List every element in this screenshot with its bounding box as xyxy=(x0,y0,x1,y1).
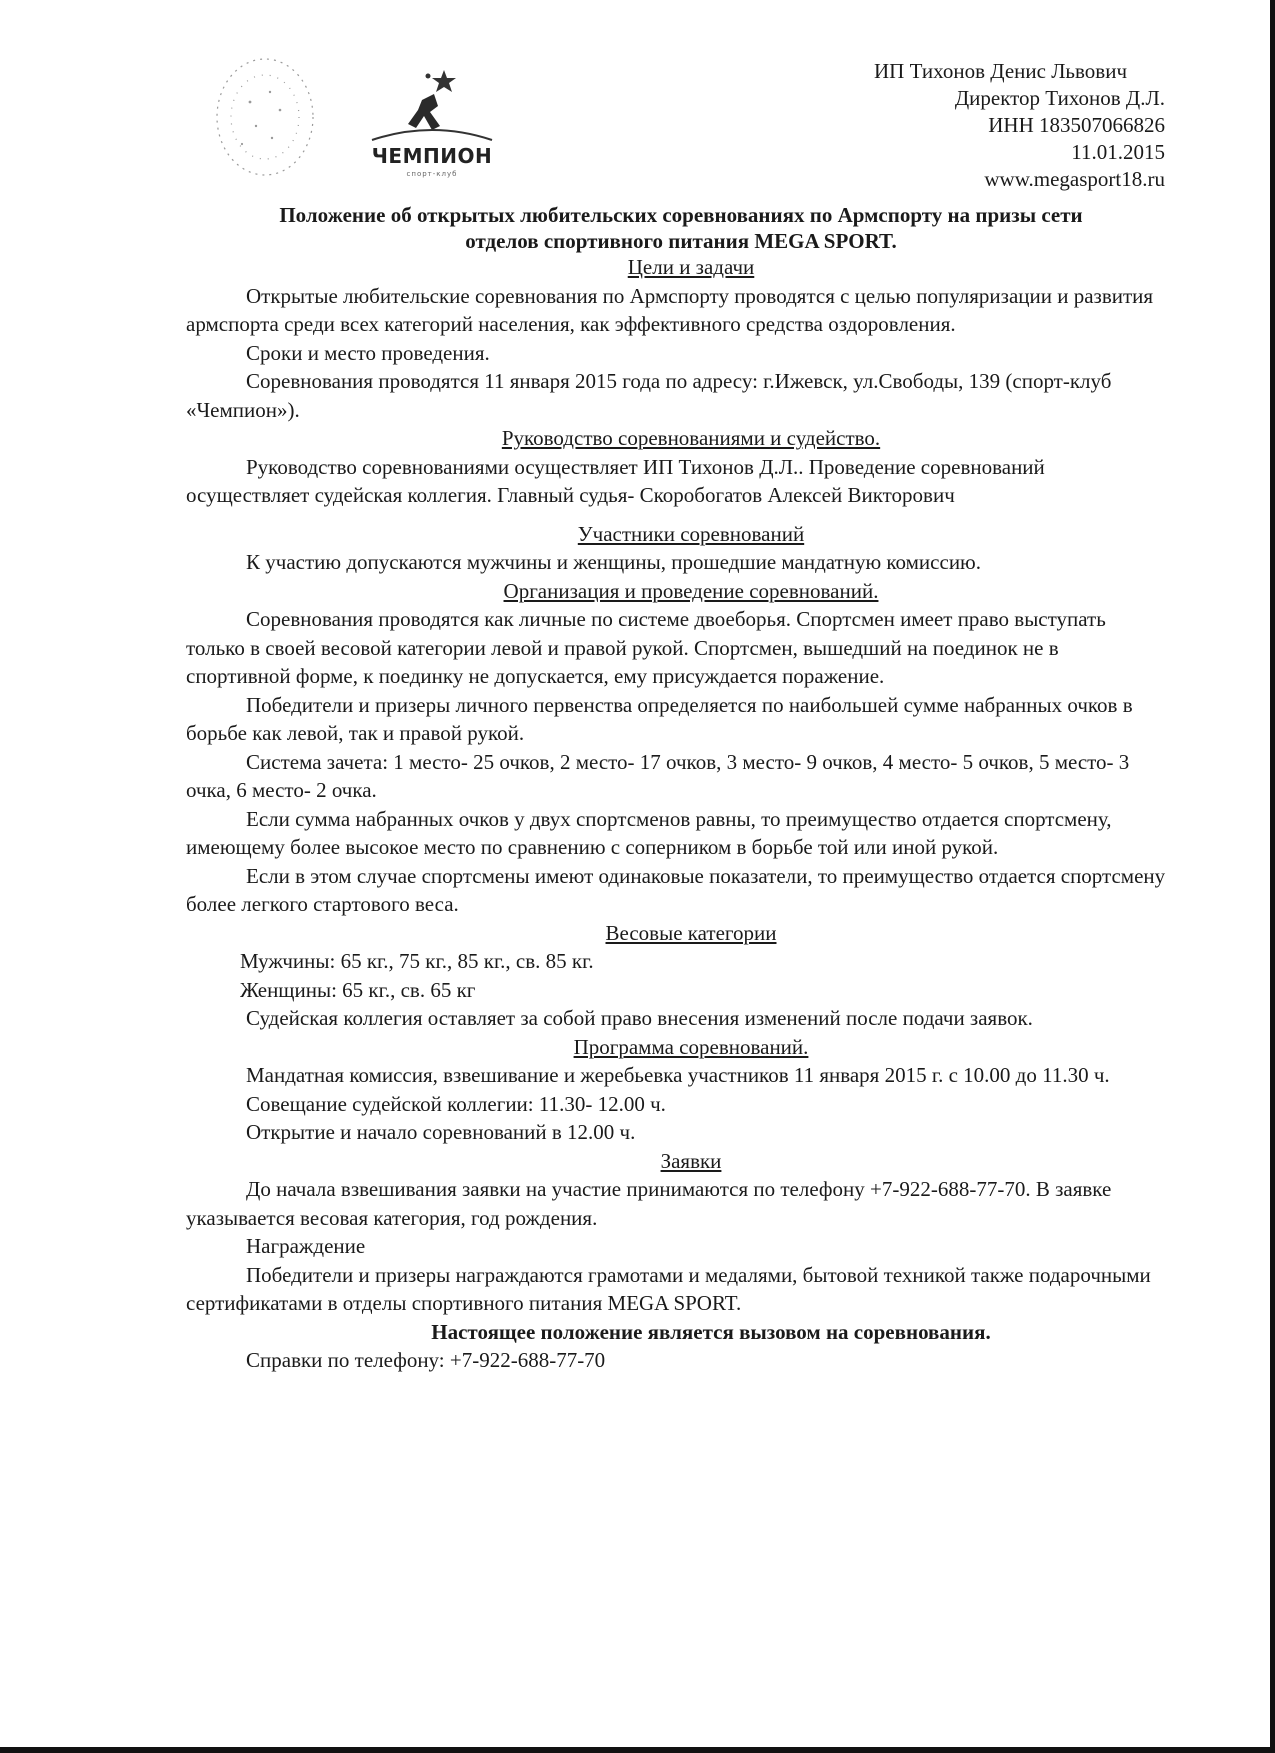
dates-heading: Сроки и место проведения. xyxy=(246,340,490,365)
organization-paragraph-2: Победители и призеры личного первенства определяется по наибольшей сумме набранных очков в борьбе как левой, так и правой рукой. xyxy=(186,692,1133,745)
logo-subtitle: спорт-клуб xyxy=(406,170,458,178)
scan-border-right xyxy=(1270,0,1275,1753)
title-line-2: отделов спортивного питания MEGA SPORT. xyxy=(465,229,897,253)
weights-women: Женщины: 65 кг., св. 65 кг xyxy=(240,977,476,1002)
faded-stamp xyxy=(210,52,320,182)
program-paragraph-1: Мандатная комиссия, взвешивание и жеребьевка участников 11 января 2015 г. с 10.00 до 11.30 ч. xyxy=(246,1063,1110,1087)
weights-note: Судейская коллегия оставляет за собой право внесения изменений после подачи заявок. xyxy=(246,1006,1033,1030)
awards-text: Победители и призеры награждаются грамотами и медалями, бытовой техникой также подарочными сертификатами в отделы спортивного питания MEGA SPORT. xyxy=(186,1262,1151,1315)
organization-paragraph-5: Если в этом случае спортсмены имеют одинаковые показатели, то преимущество отдается спортсмену более легкого стартового веса. xyxy=(186,863,1166,916)
director-name: Директор Тихонов Д.Л. xyxy=(954,86,1165,110)
section-title-management: Руководство соревнованиями и судейство. xyxy=(501,426,881,450)
section-title-program: Программа соревнований. xyxy=(573,1034,809,1059)
logo-name: ЧЕМПИОН xyxy=(371,144,493,168)
scan-border-bottom xyxy=(0,1747,1275,1753)
management-text: Руководство соревнованиями осуществляет ИП Тихонов Д.Л.. Проведение соревнований осуществляет судейская коллегия. Главный судья- Скоробогатов Алексей Викторович xyxy=(186,454,1045,507)
organization-paragraph-3: Система зачета: 1 место- 25 очков, 2 место- 17 очков, 3 место- 9 очков, 4 место- 5 очков, 5 место- 3 очка, 6 место- 2 очка. xyxy=(186,749,1130,802)
participants-text: К участию допускаются мужчины и женщины, прошедшие мандатную комиссию. xyxy=(246,550,981,574)
applications-text: До начала взвешивания заявки на участие принимаются по телефону +7-922-688-77-70. В заявке указывается весовая категория, год рождения. xyxy=(186,1177,1112,1230)
section-title-participants: Участники соревнований xyxy=(577,521,805,546)
program-paragraph-3: Открытие и начало соревнований в 12.00 ч. xyxy=(246,1120,636,1144)
document-date: 11.01.2015 xyxy=(1071,140,1165,164)
document-title xyxy=(196,202,1166,254)
dates-text: Соревнования проводятся 11 января 2015 года по адресу: г.Ижевск, ул.Свободы, 139 (спорт-клуб «Чемпион»). xyxy=(186,369,1112,422)
weight-categories xyxy=(186,947,1166,1004)
weights-men: Мужчины: 65 кг., 75 кг., 85 кг., св. 85 кг. xyxy=(240,949,594,973)
champion-logo xyxy=(352,66,512,186)
organization-paragraph-1: Соревнования проводятся как личные по системе двоеборья. Спортсмен имеет право выступать только в своей весовой категории левой и правой рукой. Спортсмен, вышедший на поединок не в спортивной форме, к поединку не допускается, ему присуждается поражение. xyxy=(186,607,1106,688)
entrepreneur-name: ИП Тихонов Денис Львович xyxy=(874,59,1127,83)
goals-text: Открытые любительские соревнования по Армспорту проводятся с целью популяризации и развития армспорта среди всех категорий населения, как эффективного средства оздоровления. xyxy=(186,283,1154,336)
awards-heading: Награждение xyxy=(246,1234,366,1258)
organization-paragraph-4: Если сумма набранных очков у двух спортсменов равны, то преимущество отдается спортсмену, имеющему более высокое место по сравнению с соперником в борьбе той или иной рукой. xyxy=(186,806,1112,859)
website-link[interactable]: www.megasport18.ru xyxy=(984,167,1165,191)
section-title-weights: Весовые категории xyxy=(605,920,777,945)
contact-phone: Справки по телефону: +7-922-688-77-70 xyxy=(246,1348,606,1372)
section-title-organization: Организация и проведение соревнований. xyxy=(503,578,879,603)
inn-number: ИНН 183507066826 xyxy=(988,113,1165,137)
star-athlete-icon xyxy=(352,66,512,146)
title-line-1: Положение об открытых любительских соревнованиях по Армспорту на призы сети xyxy=(279,203,1083,227)
section-title-goals: Цели и задачи xyxy=(627,255,755,279)
document-body xyxy=(186,253,1166,1375)
program-paragraph-2: Совещание судейской коллегии: 11.30- 12.00 ч. xyxy=(246,1091,666,1116)
section-title-applications: Заявки xyxy=(660,1148,722,1173)
document-header xyxy=(874,58,1165,193)
closing-statement: Настоящее положение является вызовом на соревнования. xyxy=(431,1319,991,1344)
